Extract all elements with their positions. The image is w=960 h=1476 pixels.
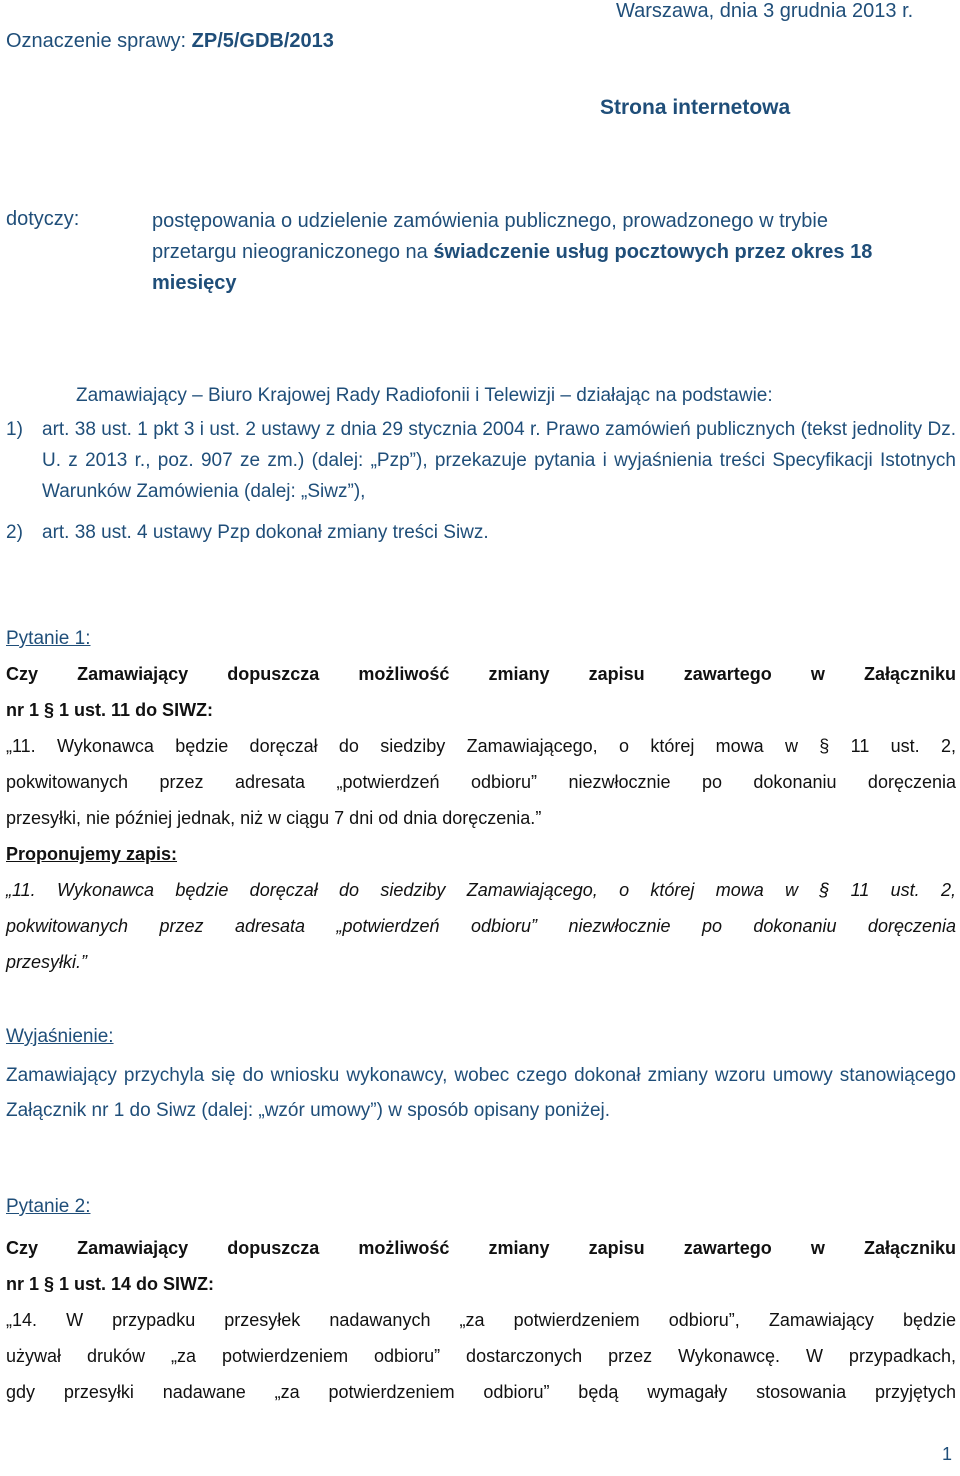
subject-label: dotyczy: [6, 208, 80, 230]
subject-line-2-normal: przetargu nieograniczonego na [152, 241, 434, 263]
subject-line-3-bold: miesięcy [152, 272, 237, 294]
recipient-website: Strona internetowa [600, 96, 791, 119]
answer-1-text: Zamawiający przychyla się do wniosku wykonawcy, wobec czego dokonał zmiany wzoru umowy stanowiącego Załącznik nr 1 do Siwz (dalej: „wzór umowy”) w sposób opisany poniżej. [6, 1065, 956, 1121]
question-1-line: Czy Zamawiający dopuszcza możliwość zmiany zapisu zawartego w Załączniku [6, 664, 956, 684]
question-1-heading: Pytanie 1: [6, 628, 91, 649]
question-1-line: nr 1 § 1 ust. 11 do SIWZ: [6, 700, 214, 720]
case-reference-label: Oznaczenie sprawy: [6, 30, 187, 52]
question-1-scan [6, 656, 956, 986]
subject-line-3 [152, 268, 960, 299]
question-1-line: „11. Wykonawca będzie doręczał do siedziby Zamawiającego, o której mowa w § 11 ust. 2, [6, 736, 956, 756]
question-1-line: przesyłki, nie później jednak, niż w ciągu 7 dni od dnia doręczenia.” [6, 808, 542, 828]
question-2-line: nr 1 § 1 ust. 14 do SIWZ: [6, 1274, 215, 1294]
item-number: 2) [6, 522, 23, 543]
proposal-line: przesyłki.” [6, 952, 88, 972]
answer-1-heading: Wyjaśnienie: [6, 1026, 114, 1047]
intro-paragraph: Zamawiający – Biuro Krajowej Rady Radiofonii i Telewizji – działając na podstawie: [76, 385, 773, 406]
subject-line-2-bold: świadczenie usług pocztowych przez okres 18 [433, 241, 873, 263]
subject-line-2 [152, 237, 960, 268]
item-number: 1) [6, 419, 23, 440]
question-2-line: Czy Zamawiający dopuszcza możliwość zmiany zapisu zawartego w Załączniku [6, 1238, 956, 1258]
page-number: 1 [942, 1444, 953, 1464]
case-reference [6, 30, 334, 53]
question-2-scan [6, 1230, 956, 1420]
subject-text [152, 206, 960, 299]
proposal-line: pokwitowanych przez adresata „potwierdzeń odbioru” niezwłocznie po dokonaniu doręczenia [6, 916, 956, 936]
legal-basis-item-2 [6, 517, 960, 549]
item-text: art. 38 ust. 4 ustawy Pzp dokonał zmiany treści Siwz. [42, 522, 489, 543]
question-2-line: gdy przesyłki nadawane „za potwierdzeniem odbioru” będą wymagały stosowania przyjętych [6, 1382, 956, 1402]
document-date: Warszawa, dnia 3 grudnia 2013 r. [616, 0, 914, 22]
question-1-line: pokwitowanych przez adresata „potwierdzeń odbioru” niezwłocznie po dokonaniu doręczenia [6, 772, 956, 792]
question-2-line: używał druków „za potwierdzeniem odbioru” dostarczonych przez Wykonawcę. W przypadkach, [6, 1346, 956, 1366]
proposal-label: Proponujemy zapis: [6, 844, 178, 864]
subject-line-1: postępowania o udzielenie zamówienia publicznego, prowadzonego w trybie [152, 210, 828, 232]
question-2-heading: Pytanie 2: [6, 1196, 91, 1217]
proposal-line: „11. Wykonawca będzie doręczał do siedziby Zamawiającego, o której mowa w § 11 ust. 2, [6, 880, 956, 900]
question-2-line: „14. W przypadku przesyłek nadawanych „za potwierdzeniem odbioru”, Zamawiający będzie [6, 1310, 956, 1330]
case-reference-value: ZP/5/GDB/2013 [191, 30, 334, 52]
item-text: art. 38 ust. 1 pkt 3 i ust. 2 ustawy z dnia 29 stycznia 2004 r. Prawo zamówień publicznych (tekst jednolity Dz. U. z 2013 r., poz. 907 ze zm.) (dalej: „Pzp”), przekazuje pytania i wyjaśnienia treści Specyfikacji Istotnych Warunków Zamówienia (dalej: „Siwz”), [42, 419, 956, 502]
